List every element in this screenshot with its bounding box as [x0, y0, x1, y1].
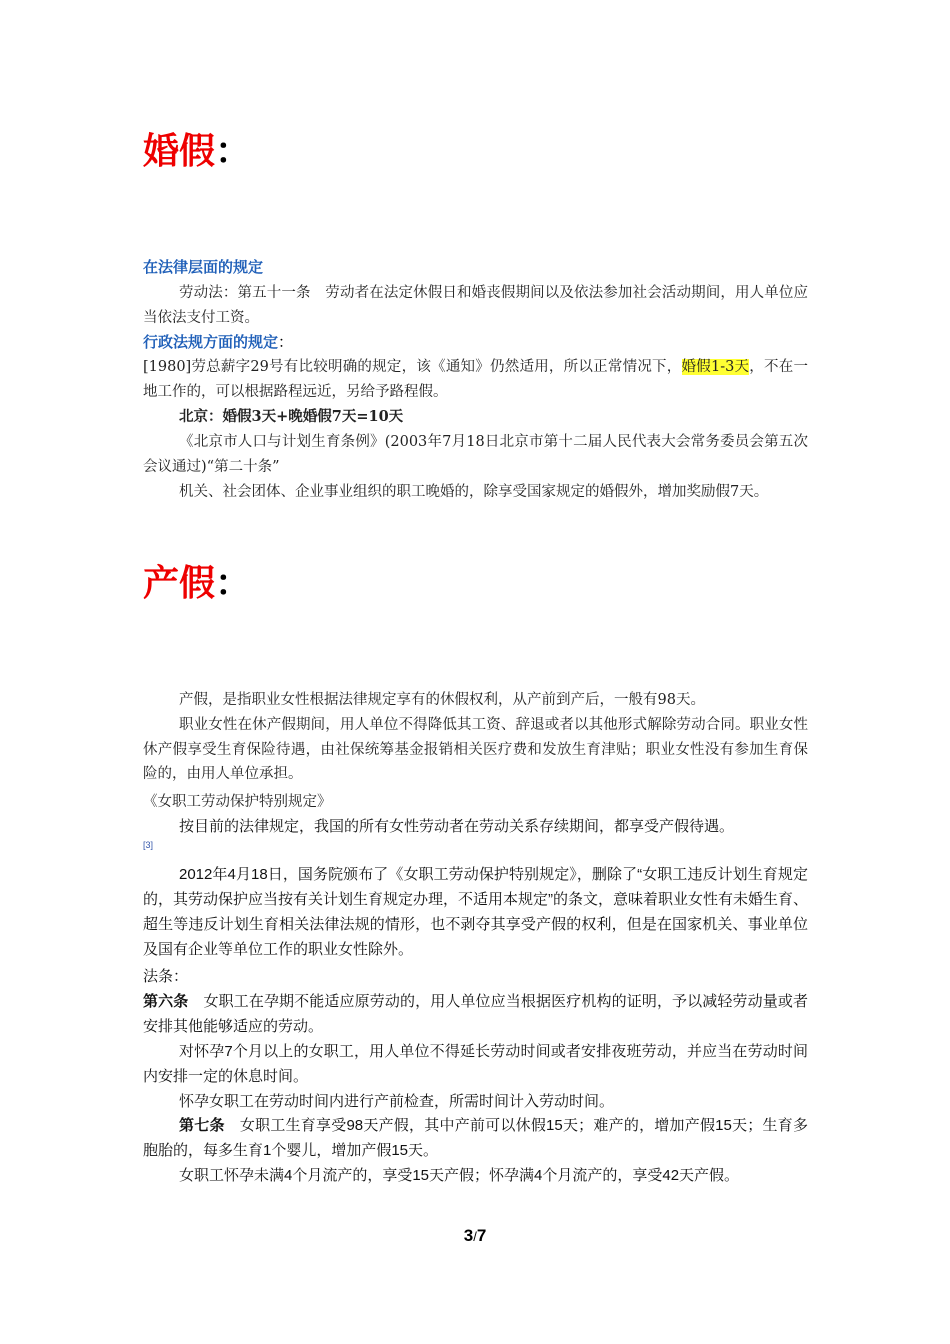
article-6-paragraph-3: 怀孕女职工在劳动时间内进行产前检查，所需时间计入劳动时间。: [179, 1093, 615, 1110]
highlighted-marriage-days: 婚假1-3天: [681, 359, 750, 375]
admin-heading-colon: ：: [278, 333, 294, 351]
regulation-title: 《女职工劳动保护特别规定》: [143, 794, 332, 810]
article-7-text: 女职工生育享受98天产假，其中产前可以休假15天；难产的，增加产假15天；生育多胞胎的，每多生育1个婴儿，增加产假15天。: [143, 1117, 808, 1159]
maternity-entitlement: 按目前的法律规定，我国的所有女性劳动者在劳动关系存续期间，都享受产假待遇。: [179, 818, 735, 835]
marriage-title: 婚假: [143, 130, 216, 172]
article-7: [143, 1113, 808, 1163]
law-label: 法条：: [143, 968, 189, 985]
page-separator: /: [473, 1229, 477, 1244]
maternity-title: 产假: [143, 562, 216, 604]
admin-text-after: ，不在一地工作的，可以根据路程远近，另给予路程假。: [143, 359, 808, 400]
law-level-heading: 在法律层面的规定: [143, 258, 264, 276]
regulation-2012-text: 2012年4月18日，国务院颁布了《女职工劳动保护特别规定》，删除了“女职工违反计划生育规定的，其劳动保护应当按有关计划生育规定办理，不适用本规定”的条文，意味着职业女性有未婚生育、超生等违反计划生育相关法律法规的情形，也不剥夺其享受产假的权利，但是在国家机关、事业单位及国有企业等单位工作的职业女性除外。: [143, 866, 808, 958]
maternity-definition: 产假，是指职业女性根据法律规定享有的休假权利，从产前到产后，一般有98天。: [179, 692, 705, 708]
marriage-title-colon: ：: [215, 130, 252, 172]
maternity-title-colon: ：: [215, 562, 252, 604]
beijing-regulation-source: 《北京市人口与计划生育条例》(2003年7月18日北京市第十二届人民代表大会常务委员会第五次会议通过)“第二十条”: [143, 434, 808, 475]
beijing-marriage-leave: 北京：婚假3天+晚婚假7天=10天: [179, 408, 404, 425]
admin-heading-text: 行政法规方面的规定: [143, 333, 279, 351]
total-pages: 7: [476, 1226, 487, 1245]
article-6-text: 女职工在孕期不能适应原劳动的，用人单位应当根据医疗机构的证明，予以减轻劳动量或者安排其他能够适应的劳动。: [143, 993, 808, 1035]
admin-regulation-text: [143, 355, 808, 404]
article-6: [143, 989, 808, 1039]
article-6-label: 第六条: [143, 993, 189, 1010]
beijing-regulation-text: 机关、社会团体、企业事业组织的职工晚婚的，除享受国家规定的婚假外，增加奖励假7天。: [179, 484, 769, 500]
article-7-paragraph-2: 女职工怀孕未满4个月流产的，享受15天产假；怀孕满4个月流产的，享受42天产假。: [179, 1167, 740, 1184]
admin-regulation-heading: [143, 335, 293, 350]
page-number: [0, 1226, 950, 1246]
current-page: 3: [463, 1226, 474, 1245]
admin-text-before: [1980]劳总薪字29号有比较明确的规定，该《通知》仍然适用，所以正常情况下，: [143, 359, 682, 375]
article-7-label: 第七条: [179, 1117, 225, 1134]
marriage-leave-heading: [143, 130, 252, 172]
article-6-paragraph-2: 对怀孕7个月以上的女职工，用人单位不得延长劳动时间或者安排夜班劳动，并应当在劳动时间内安排一定的休息时间。: [143, 1043, 808, 1085]
maternity-leave-heading: [143, 562, 252, 604]
labor-law-article-51: 劳动法：第五十一条 劳动者在法定休假日和婚丧假期间以及依法参加社会活动期间，用人单位应当依法支付工资。: [143, 285, 808, 326]
reference-mark[interactable]: [3]: [143, 840, 154, 850]
maternity-employment-protection: 职业女性在休产假期间，用人单位不得降低其工资、辞退或者以其他形式解除劳动合同。职业女性休产假享受生育保险待遇，由社保统筹基金报销相关医疗费和发放生育津贴；职业女性没有参加生育保险的，由用人单位承担。: [143, 717, 808, 782]
